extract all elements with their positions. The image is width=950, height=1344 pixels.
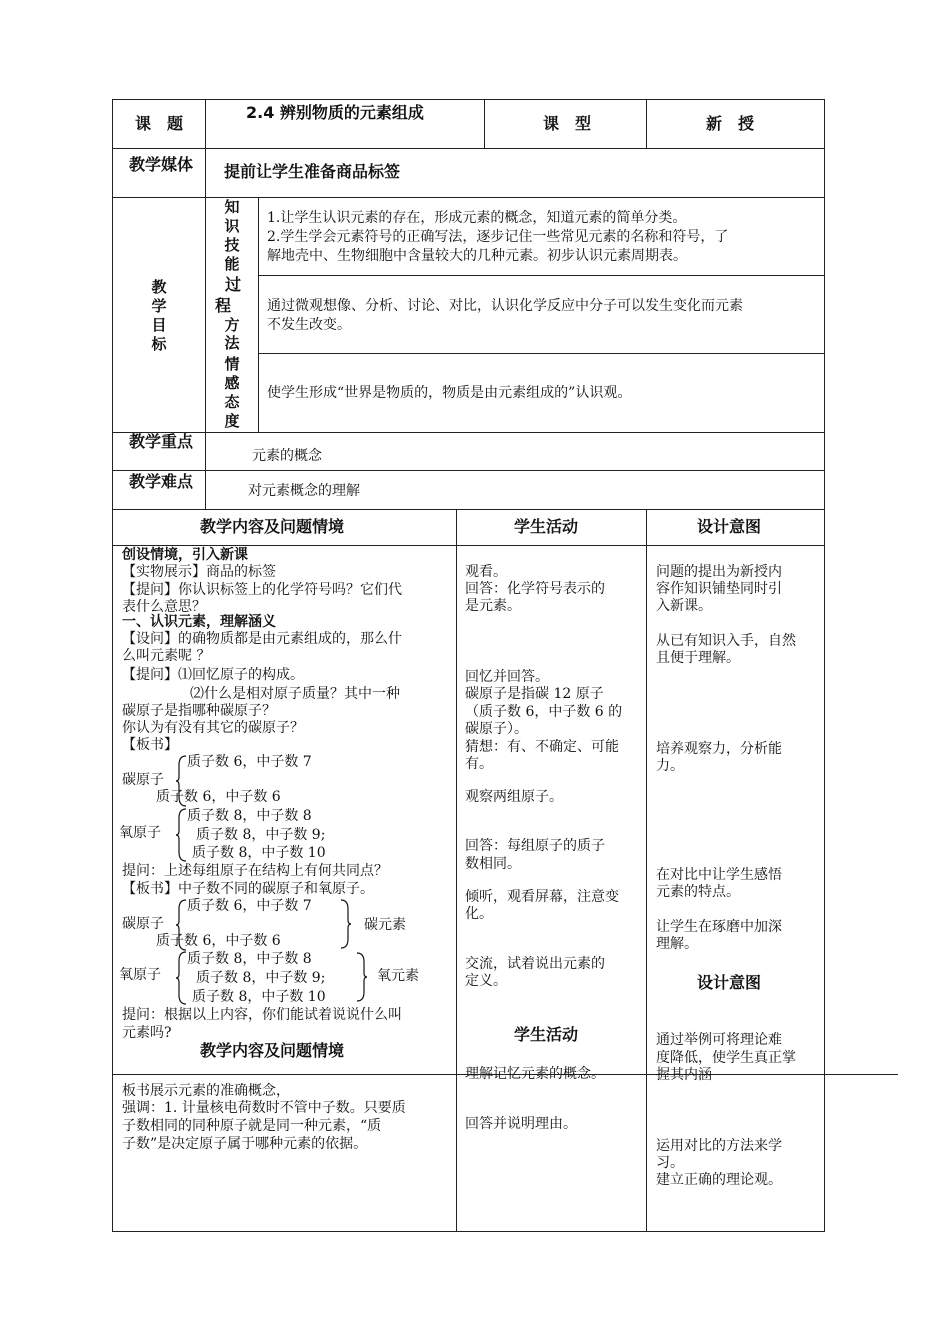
oxygen-proton-line: 质子数 8，中子数 9; xyxy=(196,970,326,986)
col-divider xyxy=(456,509,457,1232)
activity-line: 有。 xyxy=(465,756,493,772)
row-divider xyxy=(112,545,825,546)
carbon-proton-line: 质子数 6，中子数 7 xyxy=(187,754,312,770)
oxygen-atom-label: 氧原子 xyxy=(119,825,161,841)
content-line: 创设情境，引入新课 xyxy=(122,547,248,563)
board-text: 【板书】中子数不同的碳原子和氧原子。 xyxy=(122,881,374,897)
oxygen-proton-line: 质子数 8，中子数 10 xyxy=(192,845,326,861)
activity-line: 交流，试着说出元素的 xyxy=(465,956,605,972)
goals-label: 教学目标 xyxy=(151,278,167,353)
question-define: 提问：根据以上内容，你们能试着说说什么叫 xyxy=(122,1007,402,1023)
activity-line: 定义。 xyxy=(465,973,507,989)
activity-line: 回忆并回答。 xyxy=(465,669,549,685)
process-line-1: 通过微观想像、分析、讨论、对比，认识化学反应中分子可以发生变化而元素 xyxy=(267,298,743,314)
carbon-proton-line: 质子数 6，中子数 6 xyxy=(156,933,281,949)
media-value: 提前让学生准备商品标签 xyxy=(224,162,401,181)
key-point-value: 元素的概念 xyxy=(252,448,322,464)
activity-line: 观察两组原子。 xyxy=(465,789,563,805)
content-line: 【板书】 xyxy=(122,737,178,753)
final-line: 子数”是决定原子属于哪种元素的依据。 xyxy=(122,1136,368,1152)
process-label-a: 过 xyxy=(225,275,242,294)
table-border-top xyxy=(112,99,825,100)
content-line: 么叫元素呢 ？ xyxy=(122,648,211,664)
process-label-c: 方法 xyxy=(224,316,240,352)
carbon-atom-label: 碳原子 xyxy=(122,916,164,932)
carbon-proton-line: 质子数 6，中子数 6 xyxy=(156,789,281,805)
brace-icon xyxy=(340,899,352,949)
content-line: 一、认识元素，理解涵义 xyxy=(122,614,276,630)
key-point-label: 教学重点 xyxy=(128,432,193,451)
activity-line: 化。 xyxy=(465,906,493,922)
column-header-intent: 设计意图 xyxy=(697,973,762,992)
topic-label: 课 题 xyxy=(135,114,184,133)
content-line: ⑵什么是相对原子质量？其中一种 xyxy=(190,686,400,702)
intent-line: 在对比中让学生感悟 xyxy=(656,867,782,883)
row-divider xyxy=(112,148,825,149)
activity-line: 观看。 xyxy=(465,564,507,580)
intent-line: 握其内涵 xyxy=(656,1067,712,1083)
table-border-bottom xyxy=(112,1231,825,1232)
brace-icon xyxy=(356,952,368,1002)
activity-line: 倾听，观看屏幕，注意变 xyxy=(465,889,619,905)
column-header-content: 教学内容及问题情境 xyxy=(200,1041,345,1060)
intent-line: 建立正确的理论观。 xyxy=(656,1172,782,1188)
process-label-b: 程 xyxy=(215,296,232,315)
difficulty-label: 教学难点 xyxy=(128,472,193,491)
intent-line: 从已有知识入手，自然 xyxy=(656,633,796,649)
activity-line: 回答并说明理由。 xyxy=(465,1116,577,1132)
carbon-element-label: 碳元素 xyxy=(364,917,406,933)
oxygen-atom-label: 氧原子 xyxy=(119,967,161,983)
row-divider xyxy=(258,353,825,354)
content-line: 表什么意思？ xyxy=(122,599,206,615)
column-header-activity: 学生活动 xyxy=(514,1025,579,1044)
final-line: 强调：1. 计量核电荷数时不管中子数。只要质 xyxy=(122,1100,406,1116)
table-border-right xyxy=(824,99,825,1232)
emotion-text: 使学生形成“世界是物质的，物质是由元素组成的”认识观。 xyxy=(267,385,632,401)
oxygen-proton-line: 质子数 8，中子数 8 xyxy=(187,951,312,967)
activity-line: 碳原子是指碳 12 原子 xyxy=(465,686,604,702)
knowledge-line-3: 解地壳中、生物细胞中含量较大的几种元素。初步认识元素周期表。 xyxy=(267,248,687,264)
activity-line: 是元素。 xyxy=(465,598,521,614)
oxygen-proton-line: 质子数 8，中子数 9; xyxy=(196,827,326,843)
col-divider xyxy=(258,197,259,433)
content-line: 你认为有没有其它的碳原子？ xyxy=(122,720,304,736)
carbon-atom-label: 碳原子 xyxy=(122,772,164,788)
media-label: 教学媒体 xyxy=(128,155,193,174)
intent-line: 力。 xyxy=(656,758,684,774)
content-line: 【提问】⑴回忆原子的构成。 xyxy=(122,667,304,683)
intent-line: 容作知识铺垫同时引 xyxy=(656,581,782,597)
row-divider xyxy=(258,275,825,276)
intent-line: 培养观察力，分析能 xyxy=(656,741,782,757)
column-header-content: 教学内容及问题情境 xyxy=(200,517,345,536)
col-divider xyxy=(484,99,485,149)
col-divider xyxy=(205,99,206,510)
activity-line: 猜想：有、不确定、可能 xyxy=(465,739,619,755)
type-value: 新 授 xyxy=(706,114,755,133)
activity-line: 回答：每组原子的质子 xyxy=(465,838,605,854)
activity-line: 回答：化学符号表示的 xyxy=(465,581,605,597)
intent-line: 元素的特点。 xyxy=(656,884,740,900)
final-line: 板书展示元素的准确概念， xyxy=(122,1083,290,1099)
knowledge-line-1: 1.让学生认识元素的存在，形成元素的概念，知道元素的简单分类。 xyxy=(267,210,687,226)
intent-line: 让学生在琢磨中加深 xyxy=(656,919,782,935)
process-line-2: 不发生改变。 xyxy=(267,317,351,333)
question-define: 元素吗? xyxy=(122,1025,172,1041)
intent-line: 问题的提出为新授内 xyxy=(656,564,782,580)
type-label: 课 型 xyxy=(543,114,592,133)
row-divider xyxy=(112,509,825,510)
question-common: 提问：上述每组原子在结构上有何共同点？ xyxy=(122,863,388,879)
knowledge-label: 知识技能 xyxy=(224,198,240,273)
carbon-proton-line: 质子数 6，中子数 7 xyxy=(187,898,312,914)
intent-line: 度降低，使学生真正掌 xyxy=(656,1050,796,1066)
activity-line: （质子数 6，中子数 6 的 xyxy=(465,704,623,720)
row-divider xyxy=(112,432,825,433)
oxygen-proton-line: 质子数 8，中子数 10 xyxy=(192,989,326,1005)
topic-value: 2.4 辨别物质的元素组成 xyxy=(246,103,424,122)
final-line: 子数相同的同种原子就是同一种元素，“质 xyxy=(122,1118,382,1134)
content-line: 碳原子是指哪种碳原子？ xyxy=(122,703,276,719)
table-border-left xyxy=(112,99,113,1232)
activity-line: 理解记忆元素的概念。 xyxy=(465,1066,605,1082)
knowledge-line-2: 2.学生学会元素符号的正确写法，逐步记住一些常见元素的名称和符号，了 xyxy=(267,229,729,245)
row-divider xyxy=(112,197,825,198)
column-header-activity: 学生活动 xyxy=(514,517,579,536)
col-divider xyxy=(646,99,647,149)
content-line: 【设问】的确物质都是由元素组成的，那么什 xyxy=(122,631,402,647)
intent-line: 运用对比的方法来学 xyxy=(656,1138,782,1154)
intent-line: 入新课。 xyxy=(656,598,712,614)
difficulty-value: 对元素概念的理解 xyxy=(248,483,360,499)
intent-line: 通过举例可将理论难 xyxy=(656,1032,782,1048)
intent-line: 且便于理解。 xyxy=(656,650,740,666)
row-divider xyxy=(112,470,825,471)
intent-line: 习。 xyxy=(656,1155,684,1171)
oxygen-element-label: 氧元素 xyxy=(377,968,419,984)
emotion-label: 情感态度 xyxy=(224,355,240,430)
activity-line: 数相同。 xyxy=(465,856,521,872)
column-header-intent: 设计意图 xyxy=(697,517,762,536)
col-divider xyxy=(646,509,647,1232)
content-line: 【实物展示】商品的标签 xyxy=(122,564,276,580)
intent-line: 理解。 xyxy=(656,936,698,952)
activity-line: 碳原子）。 xyxy=(465,721,528,737)
oxygen-proton-line: 质子数 8，中子数 8 xyxy=(187,808,312,824)
content-line: 【提问】你认识标签上的化学符号吗？它们代 xyxy=(122,582,402,598)
